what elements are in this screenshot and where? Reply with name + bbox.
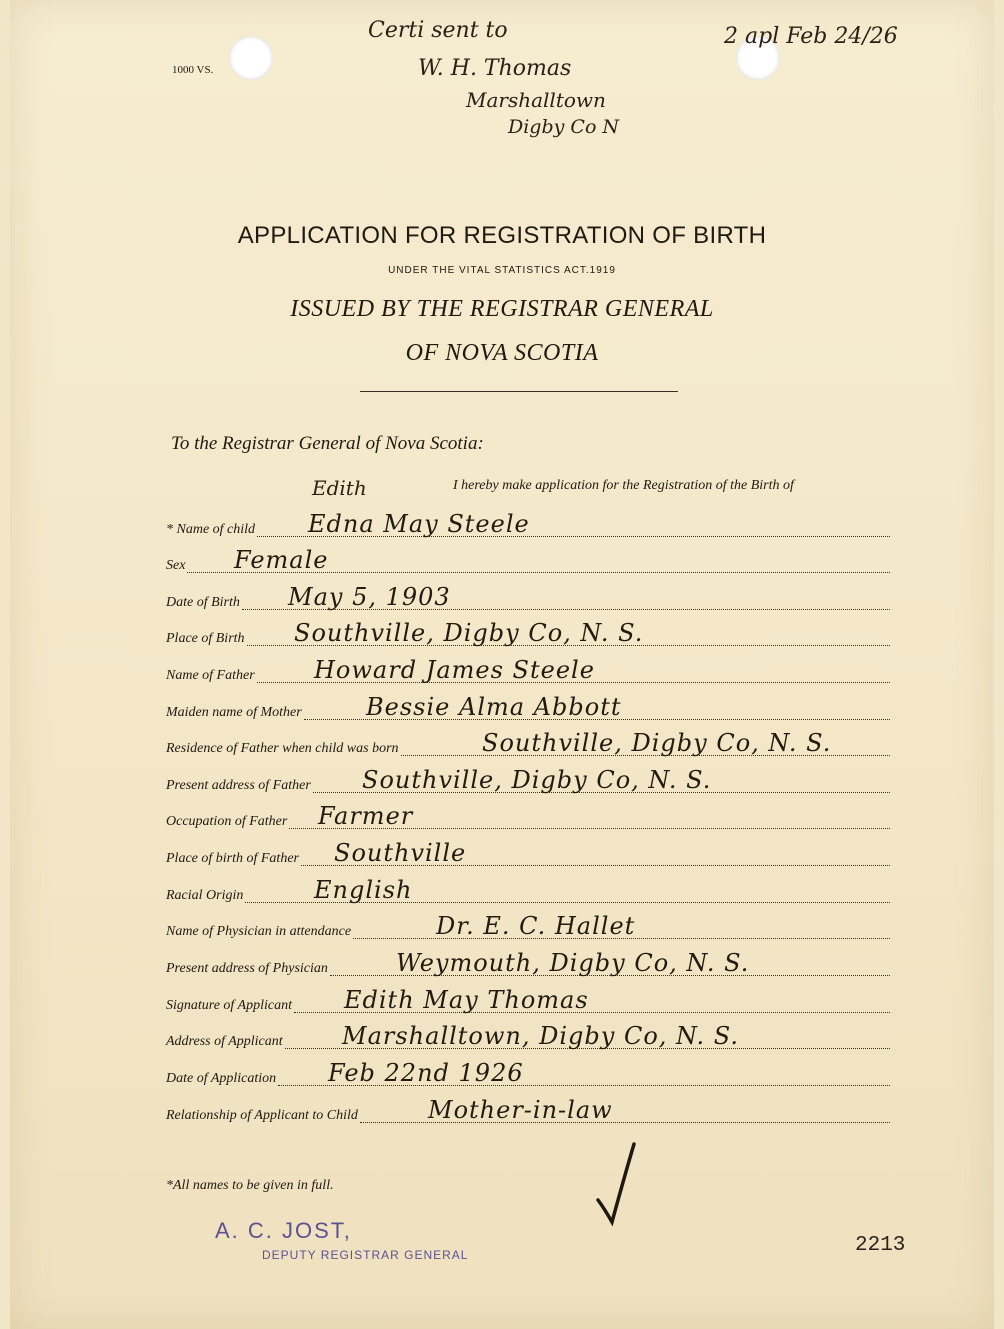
form-field-label: Present address of Physician bbox=[166, 961, 328, 976]
handwritten-field-value: Dr. E. C. Hallet bbox=[436, 912, 636, 940]
handwritten-field-value: Marshalltown, Digby Co, N. S. bbox=[342, 1022, 739, 1050]
form-field-row bbox=[166, 1022, 890, 1052]
form-field-label: Place of Birth bbox=[166, 631, 245, 646]
form-field-row bbox=[166, 912, 890, 942]
handwritten-field-value: Feb 22nd 1926 bbox=[328, 1059, 524, 1087]
form-field-row bbox=[166, 949, 890, 979]
form-field-row bbox=[166, 839, 890, 869]
handwritten-note-line2: W. H. Thomas bbox=[418, 56, 572, 81]
form-subtitle: UNDER THE VITAL STATISTICS ACT.1919 bbox=[388, 265, 616, 276]
form-field-label: Present address of Father bbox=[166, 778, 311, 793]
handwritten-field-value: Farmer bbox=[318, 802, 414, 830]
handwritten-note-line4: Digby Co N bbox=[508, 116, 620, 138]
form-field-label: Occupation of Father bbox=[166, 814, 288, 829]
handwritten-field-value: Southville bbox=[334, 839, 467, 867]
handwritten-field-value: Bessie Alma Abbott bbox=[366, 693, 622, 721]
title-divider bbox=[360, 391, 678, 392]
handwritten-field-value: Southville, Digby Co, N. S. bbox=[482, 729, 832, 757]
punch-hole-left bbox=[229, 36, 273, 80]
form-field-label: Name of Father bbox=[166, 668, 255, 683]
form-field-row bbox=[166, 583, 890, 613]
form-field-label: Sex bbox=[166, 558, 186, 573]
handwritten-field-value: Female bbox=[234, 546, 329, 574]
form-field-row bbox=[166, 510, 890, 540]
child-name-correction: Edith bbox=[312, 476, 367, 500]
footnote: *All names to be given in full. bbox=[166, 1178, 334, 1193]
form-field-row bbox=[166, 766, 890, 796]
handwritten-field-value: Howard James Steele bbox=[314, 656, 595, 684]
handwritten-date-note: 2 apl Feb 24/26 bbox=[724, 24, 898, 49]
issuer-line-1: ISSUED BY THE REGISTRAR GENERAL bbox=[290, 296, 714, 322]
serial-number: 2213 bbox=[855, 1234, 906, 1257]
form-field-row bbox=[166, 802, 890, 832]
handwritten-field-value: Southville, Digby Co, N. S. bbox=[362, 766, 712, 794]
form-field-label: Residence of Father when child was born bbox=[166, 741, 399, 756]
issuer-line-2: OF NOVA SCOTIA bbox=[405, 340, 599, 366]
form-field-row bbox=[166, 1096, 890, 1126]
handwritten-note-line3: Marshalltown bbox=[466, 88, 606, 112]
form-field-label: Date of Birth bbox=[166, 595, 240, 610]
handwritten-field-value: Edith May Thomas bbox=[344, 986, 589, 1014]
form-field-label: * Name of child bbox=[166, 522, 256, 537]
form-field-label: Name of Physician in attendance bbox=[166, 924, 352, 939]
form-title: APPLICATION FOR REGISTRATION OF BIRTH bbox=[237, 222, 767, 249]
handwritten-note-line1: Certi sent to bbox=[368, 18, 508, 43]
checkmark-icon bbox=[590, 1138, 650, 1228]
deputy-registrar-stamp-title: DEPUTY REGISTRAR GENERAL bbox=[262, 1248, 469, 1262]
handwritten-field-value: Mother-in-law bbox=[428, 1096, 613, 1124]
handwritten-field-value: Edna May Steele bbox=[308, 510, 530, 538]
form-field-row bbox=[166, 1059, 890, 1089]
form-field-row bbox=[166, 619, 890, 649]
form-field-label: Maiden name of Mother bbox=[166, 705, 302, 720]
form-field-label: Date of Application bbox=[166, 1071, 277, 1086]
form-field-row bbox=[166, 656, 890, 686]
form-field-row bbox=[166, 729, 890, 759]
form-field-row bbox=[166, 876, 890, 906]
handwritten-field-value: English bbox=[314, 876, 413, 904]
handwritten-field-value: Weymouth, Digby Co, N. S. bbox=[396, 949, 750, 977]
form-field-row bbox=[166, 546, 890, 576]
form-field-row bbox=[166, 693, 890, 723]
intro-text: I hereby make application for the Registration of the Birth of bbox=[453, 478, 794, 493]
handwritten-field-value: May 5, 1903 bbox=[288, 583, 451, 611]
handwritten-field-value: Southville, Digby Co, N. S. bbox=[294, 619, 644, 647]
form-field-label: Signature of Applicant bbox=[166, 998, 292, 1013]
form-field-label: Racial Origin bbox=[166, 888, 244, 903]
form-field-label: Address of Applicant bbox=[166, 1034, 283, 1049]
form-field-label: Place of birth of Father bbox=[166, 851, 299, 866]
form-field-label: Relationship of Applicant to Child bbox=[166, 1108, 358, 1123]
salutation: To the Registrar General of Nova Scotia: bbox=[171, 433, 484, 454]
form-field-row bbox=[166, 986, 890, 1016]
form-number: 1000 VS. bbox=[172, 64, 214, 76]
deputy-registrar-stamp-name: A. C. JOST, bbox=[215, 1218, 352, 1243]
